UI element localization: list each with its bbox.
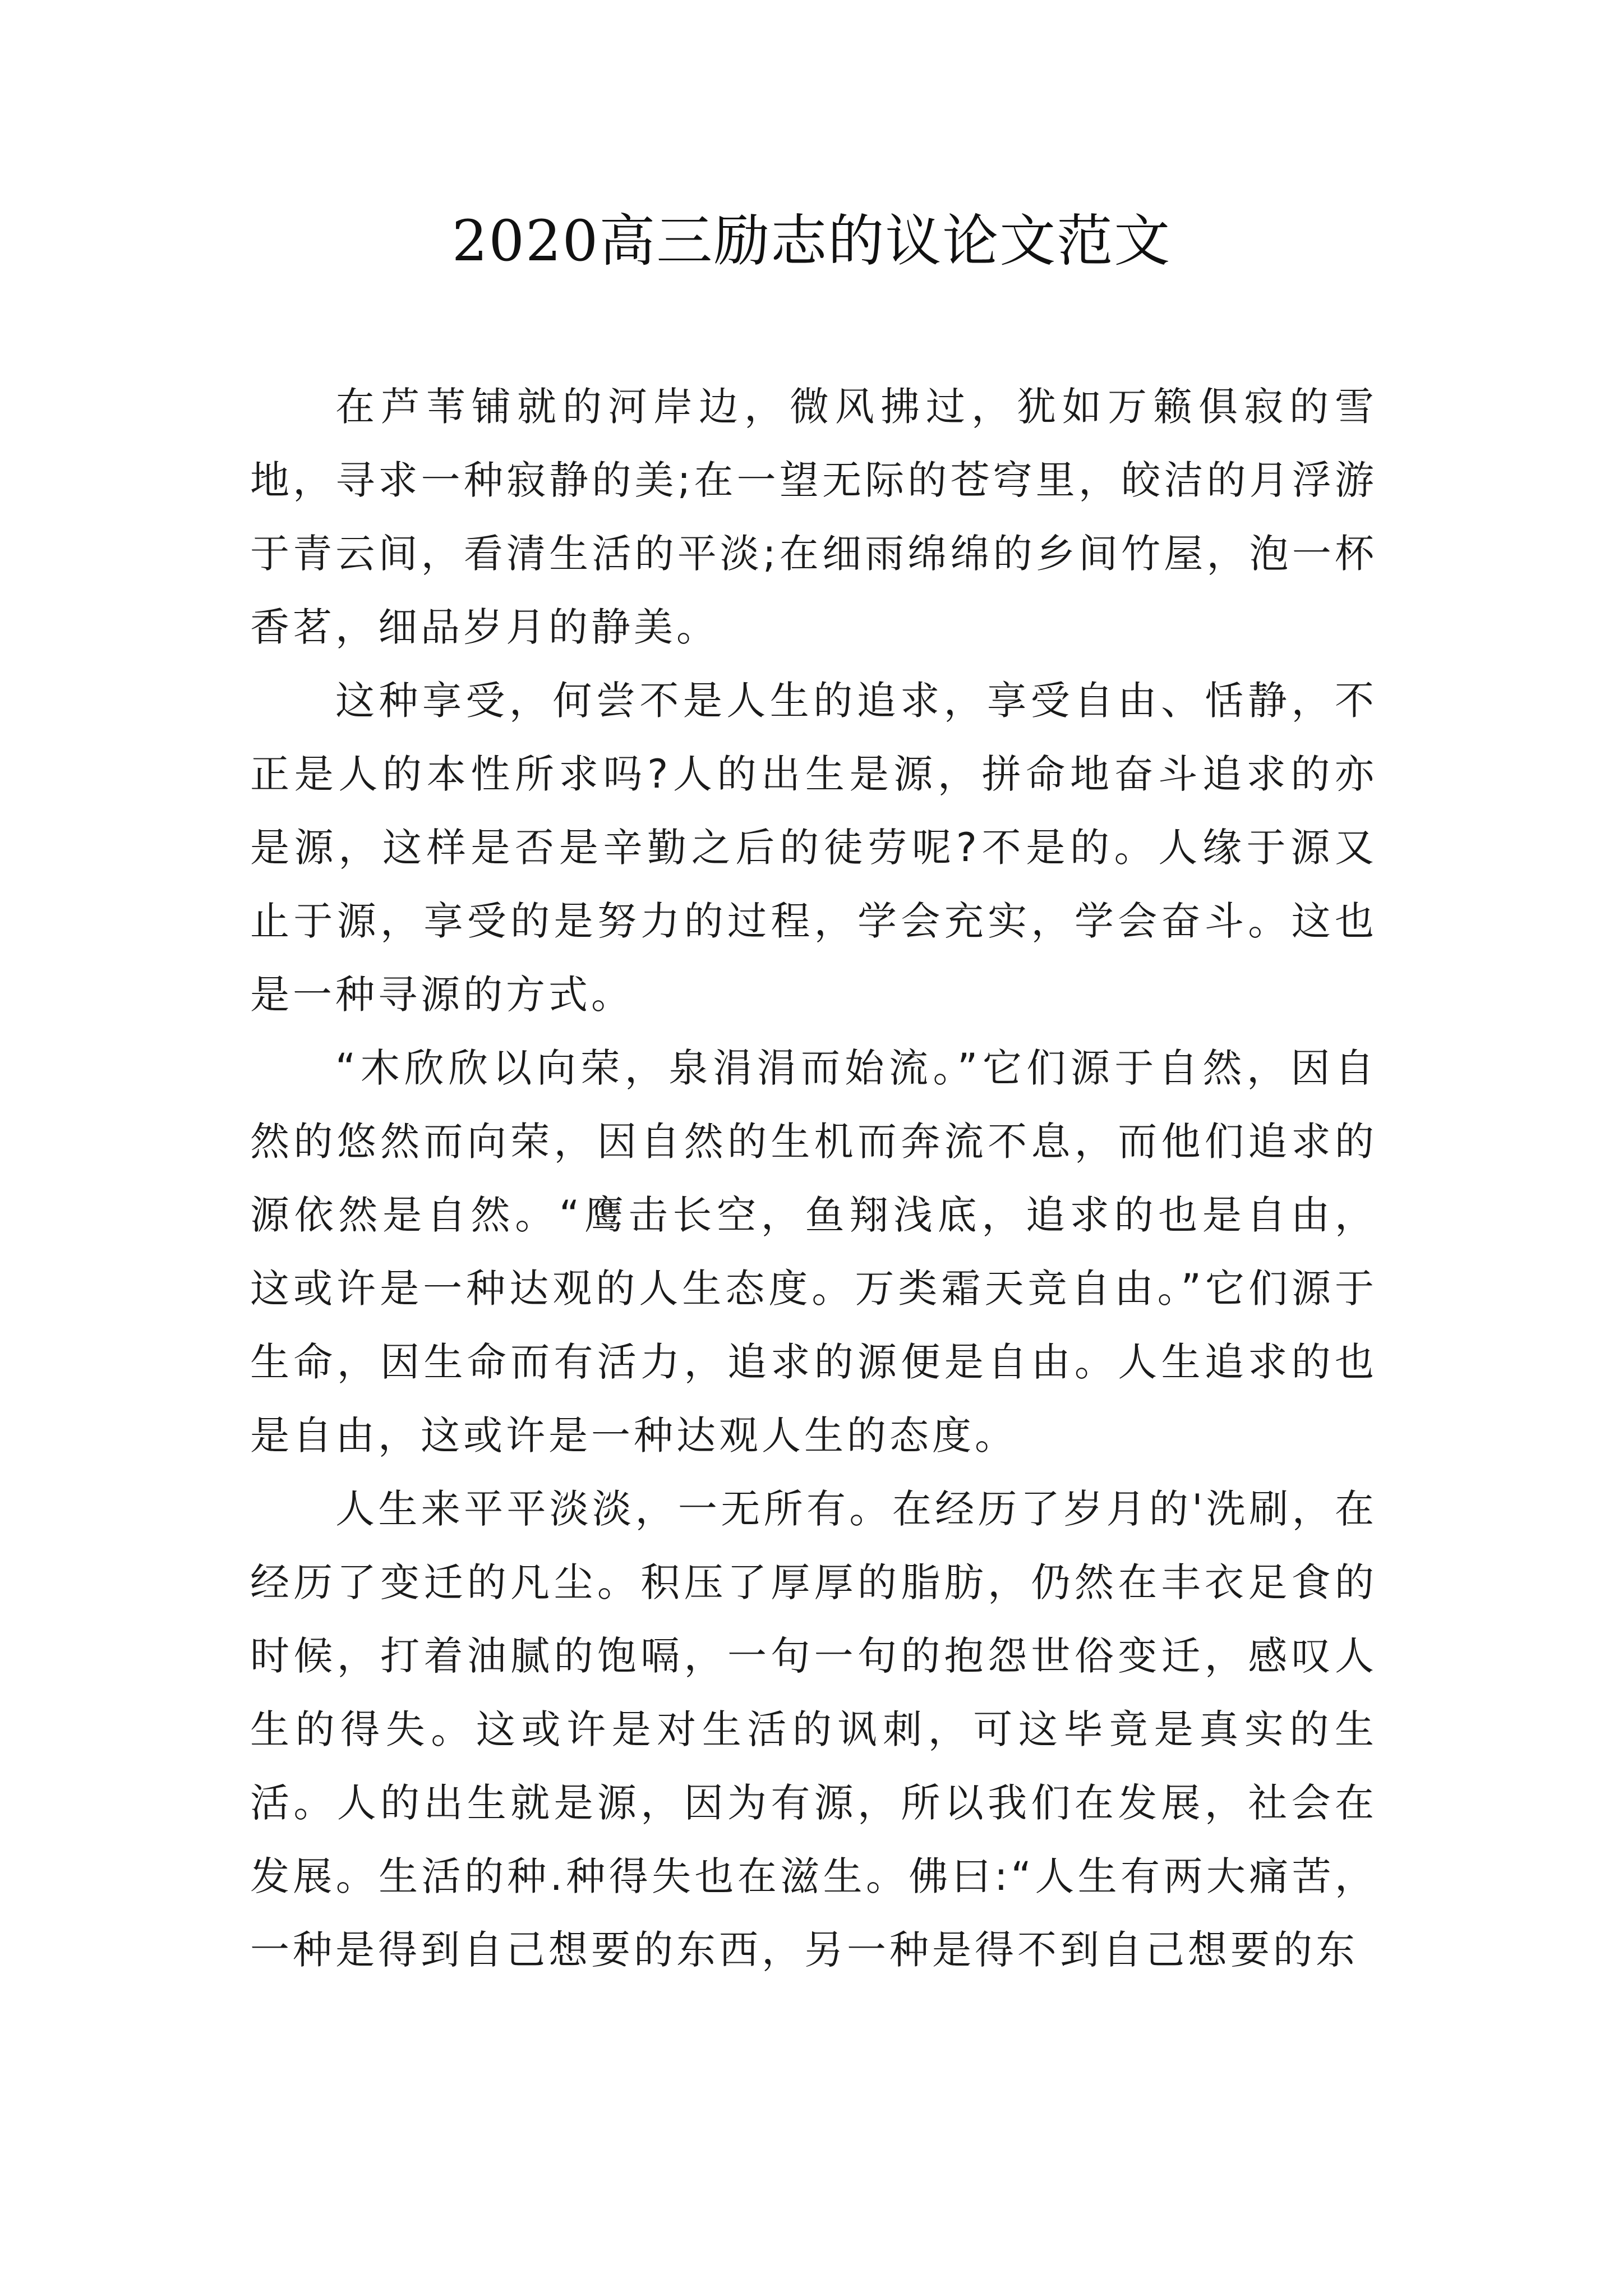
- paragraph-1: 在芦苇铺就的河岸边，微风拂过，犹如万籁俱寂的雪地，寻求一种寂静的美;在一望无际的苍穹里，皎洁的月浮游于青云间，看清生活的平淡;在细雨绵绵的乡间竹屋，泡一杯香茗，细品岁月的静美。: [250, 384, 1377, 650]
- document-title: 2020高三励志的议论文范文: [451, 208, 1172, 274]
- document-body: [250, 370, 1377, 1987]
- paragraph-3: “木欣欣以向荣，泉涓涓而始流。”它们源于自然，因自然的悠然而向荣，因自然的生机而奔流不息，而他们追求的源依然是自然。“鹰击长空，鱼翔浅底，追求的也是自由，这或许是一种达观的人生态度。万类霜天竞自由。”它们源于生命，因生命而有活力，追求的源便是自由。人生追求的也是自由，这或许是一种达观人生的态度。: [250, 1045, 1377, 1458]
- paragraph-2: 这种享受，何尝不是人生的追求，享受自由、恬静，不正是人的本性所求吗?人的出生是源，拼命地奋斗追求的亦是源，这样是否是辛勤之后的徒劳呢?不是的。人缘于源又止于源，享受的是努力的过程，学会充实，学会奋斗。这也是一种寻源的方式。: [250, 678, 1377, 1018]
- paragraph-4: 人生来平平淡淡，一无所有。在经历了岁月的'洗刷，在经历了变迁的凡尘。积压了厚厚的脂肪，仍然在丰衣足食的时候，打着油腻的饱嗝，一句一句的抱怨世俗变迁，感叹人生的得失。这或许是对生活的讽刺，可这毕竟是真实的生活。人的出生就是源，因为有源，所以我们在发展，社会在发展。生活的种.种得失也在滋生。佛曰:“人生有两大痛苦，一种是得到自己想要的东西，另一种是得不到自己想要的东: [250, 1486, 1377, 1973]
